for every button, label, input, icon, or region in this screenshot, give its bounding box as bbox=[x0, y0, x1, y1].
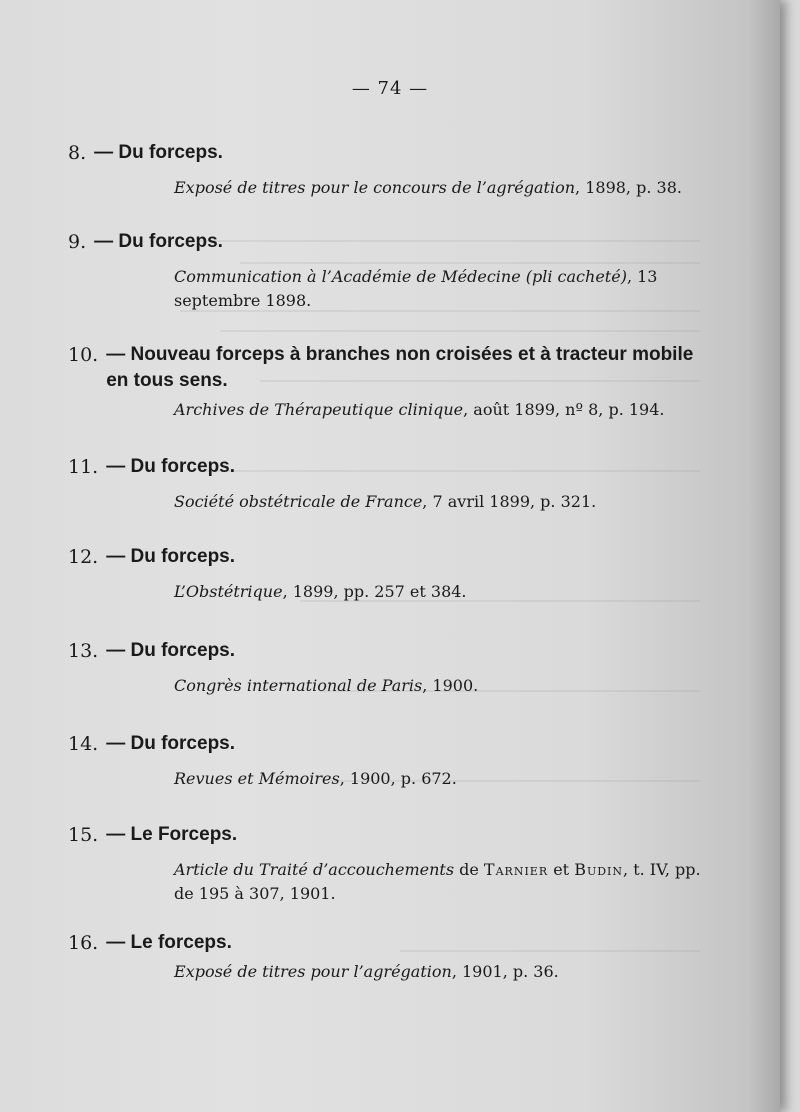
entry-heading: — Du forceps. bbox=[106, 733, 236, 754]
entry-detail: , août 1899, nº 8, p. 194. bbox=[463, 400, 665, 419]
entry-detail: de bbox=[454, 860, 484, 879]
entry-heading: — Nouveau forceps à branches non croisées et à tracteur mobile en tous sens. bbox=[106, 344, 694, 391]
entry-detail: , 1900, p. 672. bbox=[339, 769, 457, 788]
page-number: — 74 — bbox=[351, 78, 429, 99]
bibliography-entry-8 bbox=[68, 140, 708, 200]
entry-source: Archives de Thérapeutique clinique bbox=[174, 400, 464, 419]
bibliography-entry-14 bbox=[68, 731, 708, 791]
entry-heading: — Du forceps. bbox=[94, 142, 223, 163]
entry-detail-tail: , t. IV, pp. de 195 à 307, 1901. bbox=[174, 860, 701, 903]
entry-reference bbox=[174, 176, 708, 200]
bibliography-entry-11 bbox=[68, 454, 708, 514]
entry-reference bbox=[174, 858, 708, 906]
entry-detail: , 7 avril 1899, p. 321. bbox=[422, 492, 597, 511]
entry-heading: — Du forceps. bbox=[106, 456, 236, 477]
entry-number: 12. bbox=[68, 546, 99, 568]
entry-reference bbox=[174, 674, 708, 698]
entry-title bbox=[68, 342, 708, 394]
entry-reference bbox=[174, 960, 708, 984]
entry-heading: — Du forceps. bbox=[94, 231, 223, 252]
entry-title bbox=[68, 544, 708, 570]
entry-detail: , 1898, p. 38. bbox=[575, 178, 682, 197]
entry-reference bbox=[174, 265, 708, 313]
bibliography-entry-15 bbox=[68, 822, 708, 906]
entry-number: 14. bbox=[68, 733, 99, 755]
entry-source: Exposé de titres pour le concours de l’agrégation bbox=[174, 178, 576, 197]
entry-number: 8. bbox=[68, 142, 87, 164]
entry-source: Congrès international de Paris bbox=[174, 676, 423, 695]
entry-number: 9. bbox=[68, 231, 87, 253]
entry-number: 13. bbox=[68, 640, 99, 662]
entry-source: Communication à l’Académie de Médecine (pli cacheté) bbox=[174, 267, 627, 286]
entry-source: Exposé de titres pour l’agrégation bbox=[174, 962, 452, 981]
entry-number: 11. bbox=[68, 456, 99, 478]
entry-title bbox=[68, 140, 708, 166]
bibliography-entry-9 bbox=[68, 229, 708, 313]
entry-title bbox=[68, 638, 708, 664]
entry-title bbox=[68, 822, 708, 848]
entry-source: Société obstétricale de France bbox=[174, 492, 423, 511]
entry-detail: , 1901, p. 36. bbox=[451, 962, 559, 981]
entry-source: Revues et Mémoires bbox=[174, 769, 340, 788]
bibliography-entry-10 bbox=[68, 342, 708, 422]
entry-heading: — Du forceps. bbox=[106, 546, 236, 567]
entry-heading: — Le Forceps. bbox=[106, 824, 238, 845]
entry-number: 15. bbox=[68, 824, 99, 846]
entry-title bbox=[68, 229, 708, 255]
entry-title bbox=[68, 454, 708, 480]
bibliography-entry-12 bbox=[68, 544, 708, 604]
entry-number: 10. bbox=[68, 344, 99, 366]
entry-heading: — Le forceps. bbox=[106, 932, 232, 953]
entry-reference bbox=[174, 490, 708, 514]
entry-source: Article du Traité d’accouchements bbox=[174, 860, 455, 879]
entry-source: L’Obstétrique bbox=[174, 582, 283, 601]
entry-heading: — Du forceps. bbox=[106, 640, 236, 661]
bibliography-entry-13 bbox=[68, 638, 708, 698]
entry-detail-mid: et bbox=[548, 860, 575, 879]
entry-author: Tarnier bbox=[483, 860, 549, 879]
entry-detail: , 1899, pp. 257 et 384. bbox=[282, 582, 467, 601]
entry-title bbox=[68, 930, 708, 956]
entry-author: Budin bbox=[574, 860, 624, 879]
entry-reference bbox=[174, 398, 708, 422]
entry-reference bbox=[174, 580, 708, 604]
entry-detail: , 1900. bbox=[422, 676, 479, 695]
entry-reference bbox=[174, 767, 708, 791]
entry-title bbox=[68, 731, 708, 757]
bibliography-entry-16 bbox=[68, 930, 708, 984]
entry-number: 16. bbox=[68, 932, 99, 954]
entry-detail: , 13 septembre 1898. bbox=[174, 267, 658, 310]
